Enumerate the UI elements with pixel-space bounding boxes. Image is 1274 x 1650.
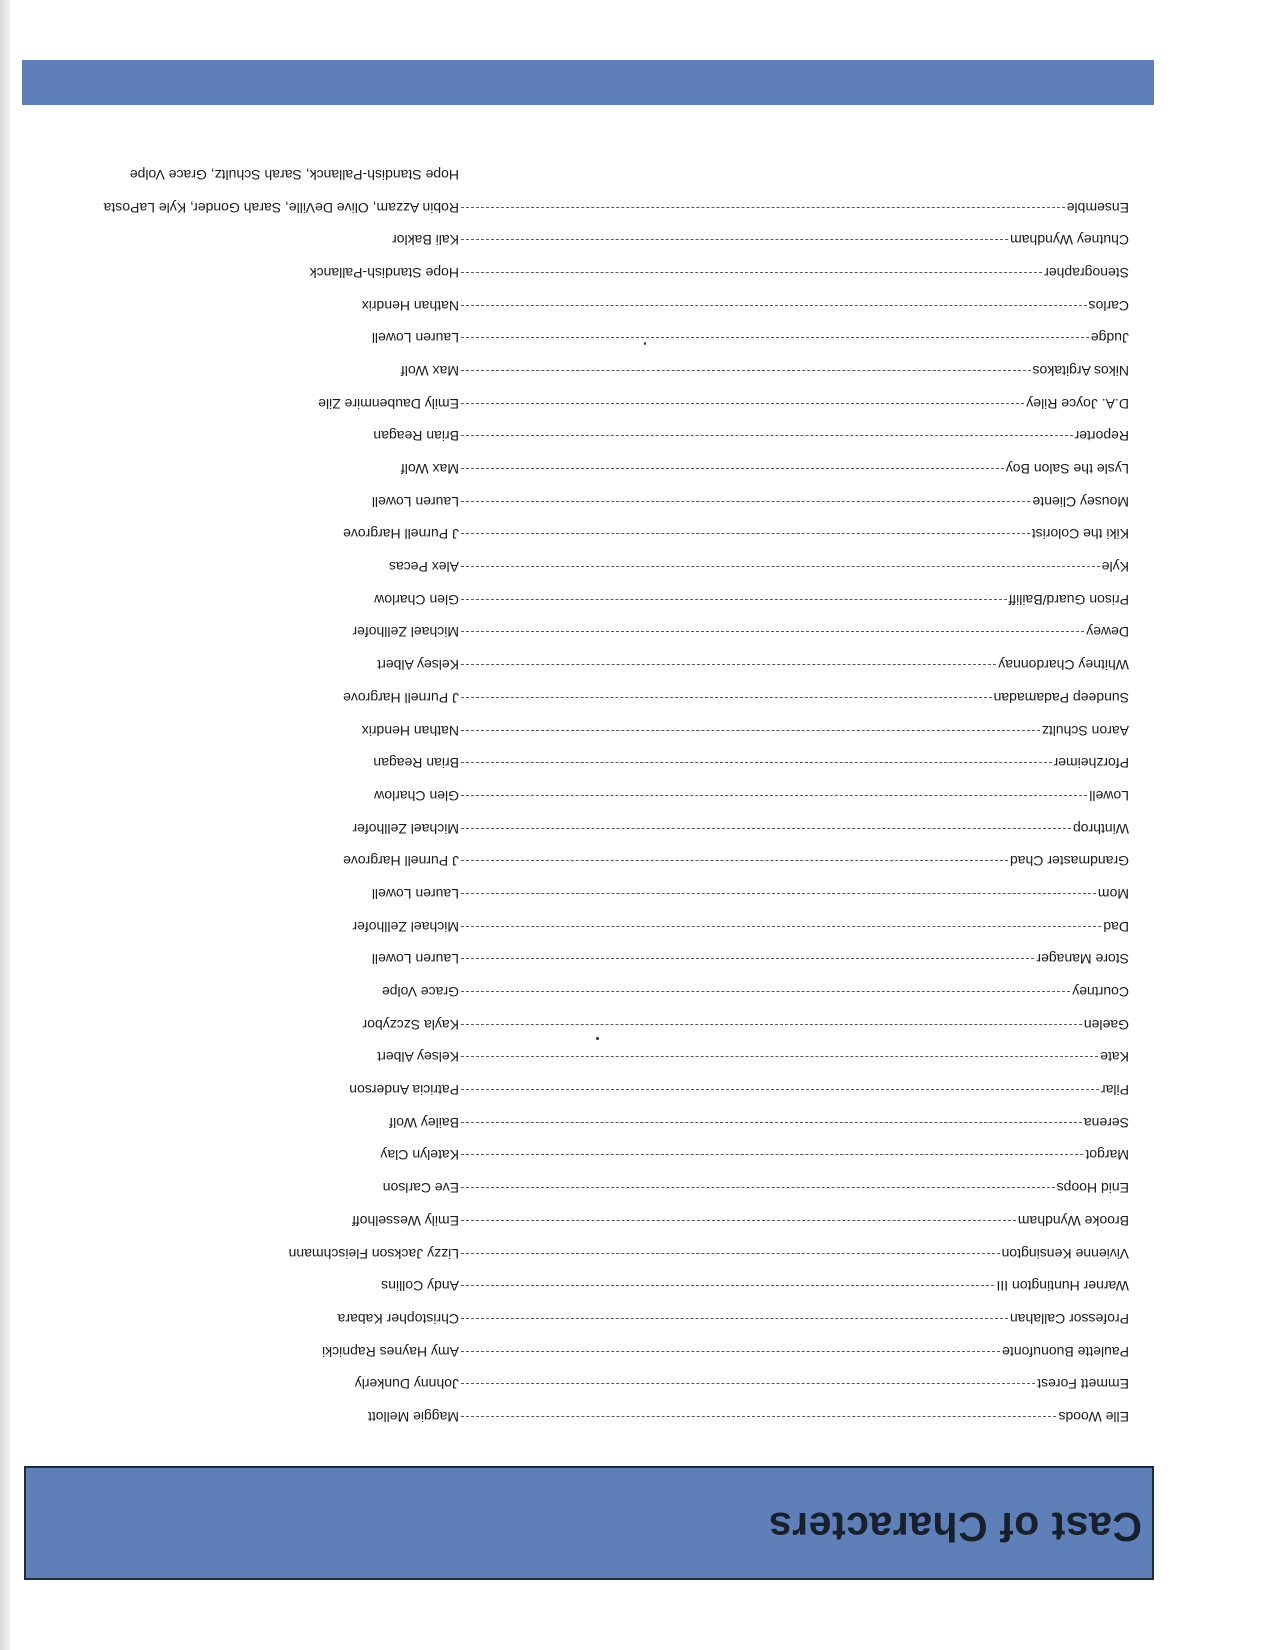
dot-leader xyxy=(461,566,1100,567)
actor-name: Emily Daubenmire Zile xyxy=(318,395,459,412)
actor-name: Andy Collins xyxy=(381,1278,459,1295)
dot-leader xyxy=(461,860,1008,861)
actor-name: Kayla Szczybor xyxy=(362,1016,459,1033)
actor-name: Christopher Kabara xyxy=(337,1310,459,1327)
cast-row xyxy=(119,1392,1129,1425)
dot-leader xyxy=(461,1285,994,1286)
dot-leader xyxy=(461,664,996,665)
cast-row xyxy=(119,1131,1129,1164)
role-name: Mom xyxy=(1097,886,1129,902)
actor-name: Alex Pecas xyxy=(388,559,459,576)
role-name: Whitney Chardonnay xyxy=(998,657,1129,674)
dot-leader xyxy=(461,1220,1016,1221)
actor-name: Hope Standish-Pallanck xyxy=(309,264,459,281)
actor-name: Lizzy Jackson Fleischmann xyxy=(288,1245,459,1262)
cast-row xyxy=(119,967,1129,1000)
actor-name: Kali Baklor xyxy=(392,232,459,249)
role-name: Reporter xyxy=(1074,428,1129,445)
dot-leader xyxy=(461,501,1031,502)
cast-row xyxy=(103,183,1129,216)
cast-row xyxy=(119,1065,1129,1098)
actor-name: Brian Reagan xyxy=(373,428,459,445)
scan-edge xyxy=(0,0,10,1650)
cast-row xyxy=(119,706,1129,739)
role-name: Lysle the Salon Boy xyxy=(1005,461,1129,478)
actor-name: Michael Zellhofer xyxy=(352,820,459,837)
dot-leader xyxy=(461,337,1089,338)
actor-name: Lauren Lowell xyxy=(371,886,459,902)
actor-name: Grace Volpe xyxy=(381,984,459,1001)
actor-name: J Purnell Hargrove xyxy=(343,853,459,870)
dot-leader xyxy=(461,239,1008,240)
role-name: Pforzheimer xyxy=(1053,755,1129,772)
cast-row xyxy=(119,1196,1129,1229)
dot-leader xyxy=(461,1122,1082,1123)
title-banner xyxy=(24,1466,1154,1580)
actor-name: Brian Reagan xyxy=(373,755,459,772)
role-name: Professor Callahan xyxy=(1009,1310,1129,1327)
role-name: Dewey xyxy=(1086,624,1129,641)
actor-name: Lauren Lowell xyxy=(371,330,459,347)
role-name: Paulette Buonufonte xyxy=(1002,1343,1129,1360)
footer-band xyxy=(22,60,1154,105)
cast-row xyxy=(119,837,1129,870)
dot-leader xyxy=(461,305,1087,306)
role-name: Stenographer xyxy=(1044,264,1129,281)
role-name: Elle Woods xyxy=(1058,1409,1129,1425)
cast-row xyxy=(119,1164,1129,1197)
actor-name: Glen Charlow xyxy=(374,787,459,804)
role-name: Enid Hoops xyxy=(1056,1180,1129,1197)
cast-row xyxy=(119,314,1129,347)
dot-leader xyxy=(461,272,1042,273)
cast-row xyxy=(119,641,1129,674)
actor-name: Robin Azzam, Olive DeVille, Sarah Gonder, Kyle LaPosta xyxy=(103,199,459,216)
scan-speck xyxy=(644,342,646,345)
role-name: Winthrop xyxy=(1072,820,1129,837)
role-name: Warner Huntington III xyxy=(996,1278,1129,1295)
role-name: Courtney xyxy=(1072,984,1129,1001)
cast-row xyxy=(119,477,1129,510)
actor-name: Max Wolf xyxy=(400,461,459,478)
role-name: Dad xyxy=(1103,918,1129,935)
role-name: Vivienne Kensington xyxy=(1001,1245,1129,1262)
actor-name: Bailey Wolf xyxy=(389,1114,459,1131)
role-name: Aaron Schultz xyxy=(1041,722,1129,739)
cast-row xyxy=(119,412,1129,445)
dot-leader xyxy=(461,730,1040,731)
dot-leader xyxy=(461,1187,1055,1188)
cast-row xyxy=(119,902,1129,935)
actor-name: Michael Zellhofer xyxy=(352,918,459,935)
actor-name: Maggie Mellott xyxy=(367,1409,459,1425)
dot-leader xyxy=(461,403,1024,404)
cast-row xyxy=(119,248,1129,281)
role-name: Serena xyxy=(1083,1114,1129,1131)
actor-name: Max Wolf xyxy=(400,363,459,379)
dot-leader xyxy=(461,1089,1099,1090)
ensemble-continued: Hope Standish-Pallanck, Sarah Schultz, Grace Volpe xyxy=(129,166,459,183)
cast-row xyxy=(119,1229,1129,1262)
cast-row xyxy=(119,444,1129,477)
cast-row xyxy=(119,575,1129,608)
actor-name: Amy Haynes Rapnicki xyxy=(322,1343,459,1360)
dot-leader xyxy=(461,795,1087,796)
role-name: Carlos xyxy=(1088,297,1129,314)
role-name: Sundeep Padamadan xyxy=(993,689,1129,706)
dot-leader xyxy=(461,435,1073,436)
dot-leader xyxy=(461,1056,1098,1057)
actor-name: Lauren Lowell xyxy=(371,951,459,968)
dot-leader xyxy=(461,1155,1083,1156)
actor-name: J Purnell Hargrove xyxy=(343,526,459,543)
scan-speck xyxy=(596,1037,599,1040)
cast-row xyxy=(119,771,1129,804)
role-name: Emmett Forest xyxy=(1037,1376,1129,1393)
actor-name: Nathan Hendrix xyxy=(361,297,459,314)
actor-name: Kelsey Albert xyxy=(377,657,459,674)
role-name: Lowell xyxy=(1089,787,1129,804)
cast-row xyxy=(119,216,1129,249)
dot-leader xyxy=(461,1351,1000,1352)
cast-row xyxy=(119,1294,1129,1327)
dot-leader xyxy=(461,533,1030,534)
role-name: Gaelen xyxy=(1083,1016,1129,1033)
cast-row xyxy=(119,1262,1129,1295)
role-name: D.A. Joyce Riley xyxy=(1026,395,1129,412)
role-name: Margot xyxy=(1085,1147,1129,1164)
dot-leader xyxy=(461,926,1101,927)
cast-row xyxy=(119,1327,1129,1360)
page-title: Cast of Characters xyxy=(768,1504,1142,1550)
cast-row xyxy=(119,1360,1129,1393)
dot-leader xyxy=(461,991,1070,992)
cast-row xyxy=(119,739,1129,772)
cast-list xyxy=(103,150,1129,1425)
actor-name: Emily Wesselhoff xyxy=(352,1212,459,1229)
cast-row xyxy=(119,935,1129,968)
dot-leader xyxy=(461,370,1031,371)
role-name: Prison Guard/Bailiff xyxy=(1008,591,1129,608)
dot-leader xyxy=(461,632,1084,633)
cast-row xyxy=(119,510,1129,543)
role-name: Kate xyxy=(1100,1049,1129,1066)
role-name: Store Manager xyxy=(1036,951,1129,968)
actor-name: J Purnell Hargrove xyxy=(343,689,459,706)
actor-name: Glen Charlow xyxy=(374,591,459,608)
dot-leader xyxy=(461,893,1096,894)
dot-leader xyxy=(461,958,1034,959)
dot-leader xyxy=(461,1383,1035,1384)
cast-row xyxy=(119,608,1129,641)
cast-row xyxy=(119,281,1129,314)
cast-row xyxy=(119,673,1129,706)
role-name: Nikos Argitakos xyxy=(1032,363,1129,379)
dot-leader xyxy=(461,1416,1056,1417)
cast-row xyxy=(119,346,1129,379)
cast-row xyxy=(119,542,1129,575)
role-name: Kiki the Colorist xyxy=(1031,526,1129,543)
actor-name: Nathan Hendrix xyxy=(361,722,459,739)
role-name: Brooke Wyndham xyxy=(1017,1212,1129,1229)
actor-name: Katelyn Clay xyxy=(380,1147,459,1164)
actor-name: Lauren Lowell xyxy=(371,493,459,510)
cast-row xyxy=(119,379,1129,412)
dot-leader xyxy=(461,1318,1008,1319)
actor-name: Kelsey Albert xyxy=(377,1049,459,1066)
role-name: Judge xyxy=(1090,330,1129,347)
dot-leader xyxy=(461,1253,1000,1254)
actor-name: Patricia Anderson xyxy=(349,1082,459,1099)
role-name: Pilar xyxy=(1100,1082,1129,1099)
role-name: Mousey Cliente xyxy=(1032,493,1129,510)
dot-leader xyxy=(461,1024,1082,1025)
dot-leader xyxy=(461,599,1007,600)
cast-row xyxy=(119,1033,1129,1066)
dot-leader xyxy=(461,697,992,698)
cast-row xyxy=(119,804,1129,837)
dot-leader xyxy=(461,468,1004,469)
role-name: Grandmaster Chad xyxy=(1009,853,1129,870)
role-name: Kyle xyxy=(1101,559,1129,576)
dot-leader xyxy=(461,762,1052,763)
cast-row xyxy=(119,1000,1129,1033)
cast-row xyxy=(119,869,1129,902)
dot-leader xyxy=(461,207,1065,208)
cast-row xyxy=(119,1098,1129,1131)
dot-leader xyxy=(461,828,1071,829)
actor-name: Michael Zellhofer xyxy=(352,624,459,641)
role-name: Chutney Wyndham xyxy=(1010,232,1129,249)
actor-name: Eve Carlson xyxy=(382,1180,459,1197)
role-name: Ensemble xyxy=(1066,199,1129,216)
actor-name: Johnny Dunkerly xyxy=(354,1376,459,1393)
